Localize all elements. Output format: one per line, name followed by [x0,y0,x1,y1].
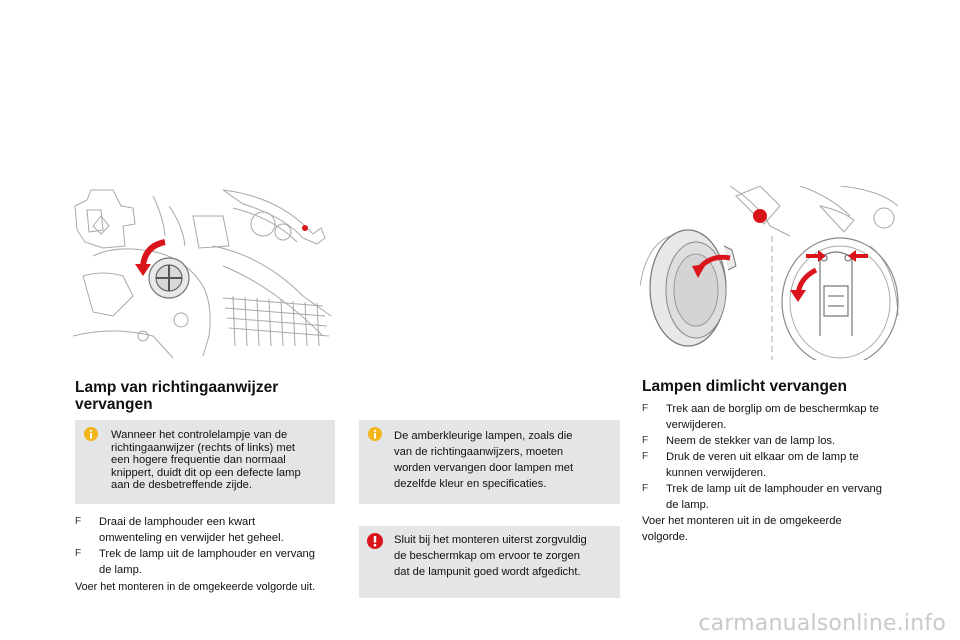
list-item [642,401,912,433]
info-line: dezelfde kleur en specificaties. [394,478,547,490]
step-line: omwenteling en verwijder het geheel. [99,532,284,544]
closing-line: volgorde. [642,531,689,543]
step-line: Druk de veren uit elkaar om de lamp te [666,451,859,463]
step-line: de lamp. [99,564,142,576]
step-line: Trek aan de borglip om de beschermkap te [666,403,879,415]
bullet-icon: F [642,403,649,414]
bullet-icon: F [75,516,82,527]
step-line: Neem de stekker van de lamp los. [666,435,836,447]
bullet-icon: F [75,548,82,559]
closing-line: Voer het monteren uit in de omgekeerde [642,515,842,527]
info-line: richtingaanwijzer (rechts of links) met [111,441,296,454]
low-beam-illustration [640,186,902,360]
list-item [642,481,912,513]
info-line: knippert, duidt dit op een defecte lamp [111,466,301,479]
step-line: Draai de lamphouder een kwart [99,516,256,528]
low-beam-heading: Lampen dimlicht vervangen [642,378,847,395]
list-item [75,546,345,578]
info-line: worden vervangen door lampen met [394,462,574,474]
bullet-icon: F [642,435,649,446]
turn-signal-illustration [73,186,335,360]
turn-signal-heading [75,379,278,413]
warning-line: de beschermkap om ervoor te zorgen [394,550,580,562]
bullet-icon: F [642,451,649,462]
watermark: carmanualsonline.info [698,611,946,636]
turn-signal-heading-line2: vervangen [75,396,153,413]
list-item [642,433,912,449]
low-beam-steps [642,401,912,513]
step-line: de lamp. [666,499,709,511]
info-line: aan de desbetreffende zijde. [111,479,252,492]
amber-lamp-info-text [394,428,616,492]
turn-signal-steps [75,514,345,578]
warning-text [394,532,618,580]
bullet-icon: F [642,483,649,494]
info-icon [368,427,382,446]
step-line: Trek de lamp uit de lamphouder en vervang [666,483,882,495]
list-item [75,514,345,546]
step-line: Trek de lamp uit de lamphouder en vervang [99,548,315,560]
info-icon [84,427,98,446]
low-beam-closing [642,513,912,545]
warning-line: dat de lampunit goed wordt afgedicht. [394,566,581,578]
step-line: kunnen verwijderen. [666,467,767,479]
info-line: De amberkleurige lampen, zoals die [394,430,573,442]
list-item [642,449,912,481]
warning-icon [367,533,383,554]
info-line: van de richtingaanwijzers, moeten [394,446,564,458]
info-line: Wanneer het controlelampje van de [111,429,288,441]
turn-signal-heading-line1: Lamp van richtingaanwijzer [75,379,279,396]
info-line: een hogere frequentie dan normaal [111,454,286,467]
warning-line: Sluit bij het monteren uiterst zorgvuldig [394,534,587,546]
turn-signal-closing: Voer het monteren in de omgekeerde volgorde uit. [75,581,316,593]
turn-signal-info-text [111,429,331,492]
step-line: verwijderen. [666,419,727,431]
